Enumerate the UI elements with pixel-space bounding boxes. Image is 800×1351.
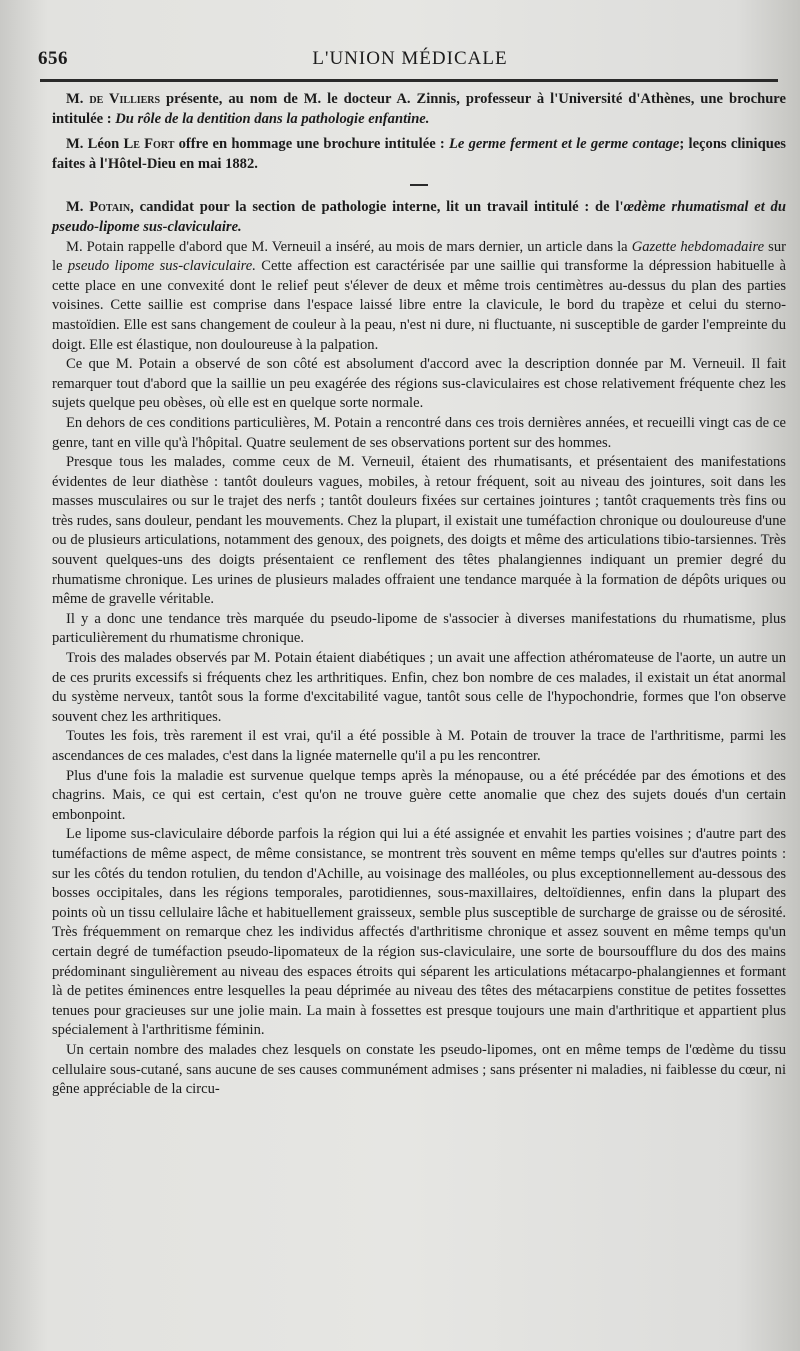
paragraph-potain-heading: M. Potain, candidat pour la section de pathologie interne, lit un travail intitulé : de l'œdème rhumatismal et du pseudo-lipome sus-claviculaire. xyxy=(52,199,786,235)
paragraph-2: Ce que M. Potain a observé de son côté est absolument d'accord avec la description donnée par M. Verneuil. Il fait remarquer tout d'abord que la saillie un peu exagérée des régions sus-claviculaires est chose relativement fréquente chez les sujets quelque peu obèses, où elle est en quelque sorte normale. xyxy=(52,356,786,412)
paragraph-9: Le lipome sus-claviculaire déborde parfois la région qui lui a été assignée et envahit les parties voisines ; d'autre part des tuméfactions de même aspect, de même consistance, se montrent très souvent en même temps qu'elles sur d'autres points : sur les côtés du tendon rotulien, du tendon d'Achille, au voisinage des malléoles, ou plus exceptionnellement au-dessous des bosses occipitales, dans les régions temporales, parotidiennes, sous-maxillaires, deltoïdiennes, enfin dans la plupart des points où un tissu cellulaire lâche et habituellement graisseux, semble plus susceptible de surcharge de graisse ou de sérosité. Très fréquemment on remarque chez les individus affectés d'arthritisme chronique et assez souvent en même temps qu'un certain degré de tuméfaction pseudo-lipomateux de la région sus-claviculaire, une sorte de boursoufflure du dos des mains prédominant singulièrement au niveau des espaces étroits qui séparent les articulations métacarpo-phalangiennes et formant là de petites éminences entre lesquelles la peau déprimée au niveau des têtes des métacarpiens constitue de petites fossettes tenues pour gracieuses sur une jolie main. La main à fossettes est presque toujours une main d'arthritique et appartient plus spécialement à l'arthritisme féminin. xyxy=(52,826,786,1039)
paragraph-3: En dehors de ces conditions particulières, M. Potain a rencontré dans ces trois dernières années, et recueilli vingt cas de ce genre, tant en ville qu'à l'hôpital. Quatre seulement de ses observations portent sur des hommes. xyxy=(52,414,786,451)
paragraph-6: Trois des malades observés par M. Potain étaient diabétiques ; un avait une affection athéromateuse de l'aorte, un autre un de ces prurits excessifs si fréquents chez les arthritiques. Enfin, chez bon nombre de ces malades, il existait un état anormal du système nerveux, tantôt sous la forme d'excitabilité vague, tantôt sous celle de l'hypochondrie, formes que l'on observe souvent chez les arthritiques. xyxy=(52,650,786,725)
header-rule xyxy=(40,79,778,82)
paragraph-villiers: M. de Villiers présente, au nom de M. le docteur A. Zinnis, professeur à l'Université d'Athènes, une brochure intitulée : Du rôle de la dentition dans la pathologie enfantine. xyxy=(52,91,786,127)
paragraph-lefort: M. Léon Le Fort offre en hommage une brochure intitulée : Le germe ferment et le germe contage; leçons cliniques faites à l'Hôtel-Dieu en mai 1882. xyxy=(52,136,786,172)
paragraph-7: Toutes les fois, très rarement il est vrai, qu'il a été possible à M. Potain de trouver la trace de l'arthritisme, parmi les ascendances de ces malades, c'est dans la lignée maternelle qu'il a pu les rencontrer. xyxy=(52,728,786,764)
paragraph-5: Il y a donc une tendance très marquée du pseudo-lipome de s'associer à diverses manifestations du rhumatisme, plus particulièrement du rhumatisme chronique. xyxy=(52,610,786,647)
paragraph-4: Presque tous les malades, comme ceux de M. Verneuil, étaient des rhumatisants, et présentaient des manifestations évidentes de leur diathèse : tantôt douleurs vagues, mobiles, à retour fréquent, soit au niveau des jointures, soit dans les masses musculaires ou sur le trajet des nerfs ; tantôt douleurs fixées sur certaines jointures ; tantôt craquements très fins ou très rudes, sans douleur, pendant les mouvements. Chez la plupart, il existait une tuméfaction chronique ou douloureuse d'une ou de plusieurs articulations, notamment des genoux, des poignets, des doigts et même des articulations tibio-tarsiennes. Très souvent quelques-uns des doigts présentaient ce renflement des têtes phalangiennes indiquant un premier degré du rhumatisme chronique. Les urines de plusieurs malades offraient une tendance marquée à la formation de dépôts uriques ou même de gravelle véritable. xyxy=(52,454,786,608)
paragraph-10: Un certain nombre des malades chez lesquels on constate les pseudo-lipomes, ont en même temps de l'œdème du tissu cellulaire sous-cutané, sans aucune de ses causes communément admises ; sans présenter ni maladies, ni faiblesse du cœur, ni gêne appréciable de la circu- xyxy=(52,1041,786,1098)
section-separator xyxy=(52,178,786,192)
paragraph-1: M. Potain rappelle d'abord que M. Verneuil a inséré, au mois de mars dernier, un article dans la Gazette hebdomadaire sur le pseudo lipome sus-claviculaire. Cette affection est caractérisée par une saillie qui transforme la dépression habituelle à cette place en une convexité dont le relief peut s'élever de deux et même trois centimètres au-dessus du plan des parties voisines. Cette saillie est comprise dans l'espace laissé libre entre la clavicule, le bord du trapèze et celui du sterno-mastoïdien. Elle est sans changement de couleur à la peau, n'est ni dure, ni fluctuante, ni susceptible de garder l'empreinte du doigt. Elle est élastique, non douloureuse à la palpation. xyxy=(52,238,786,353)
page-header xyxy=(38,48,782,74)
page-number: 656 xyxy=(38,48,68,69)
paragraph-8: Plus d'une fois la maladie est survenue quelque temps après la ménopause, ou a été précédée par des émotions et des chagrins. Mais, ce qui est certain, c'est qu'on ne trouve guère cette anomalie que chez des sujets doués d'un certain embonpoint. xyxy=(52,767,786,823)
body-text xyxy=(52,90,786,1100)
running-title: L'UNION MÉDICALE xyxy=(312,48,508,69)
